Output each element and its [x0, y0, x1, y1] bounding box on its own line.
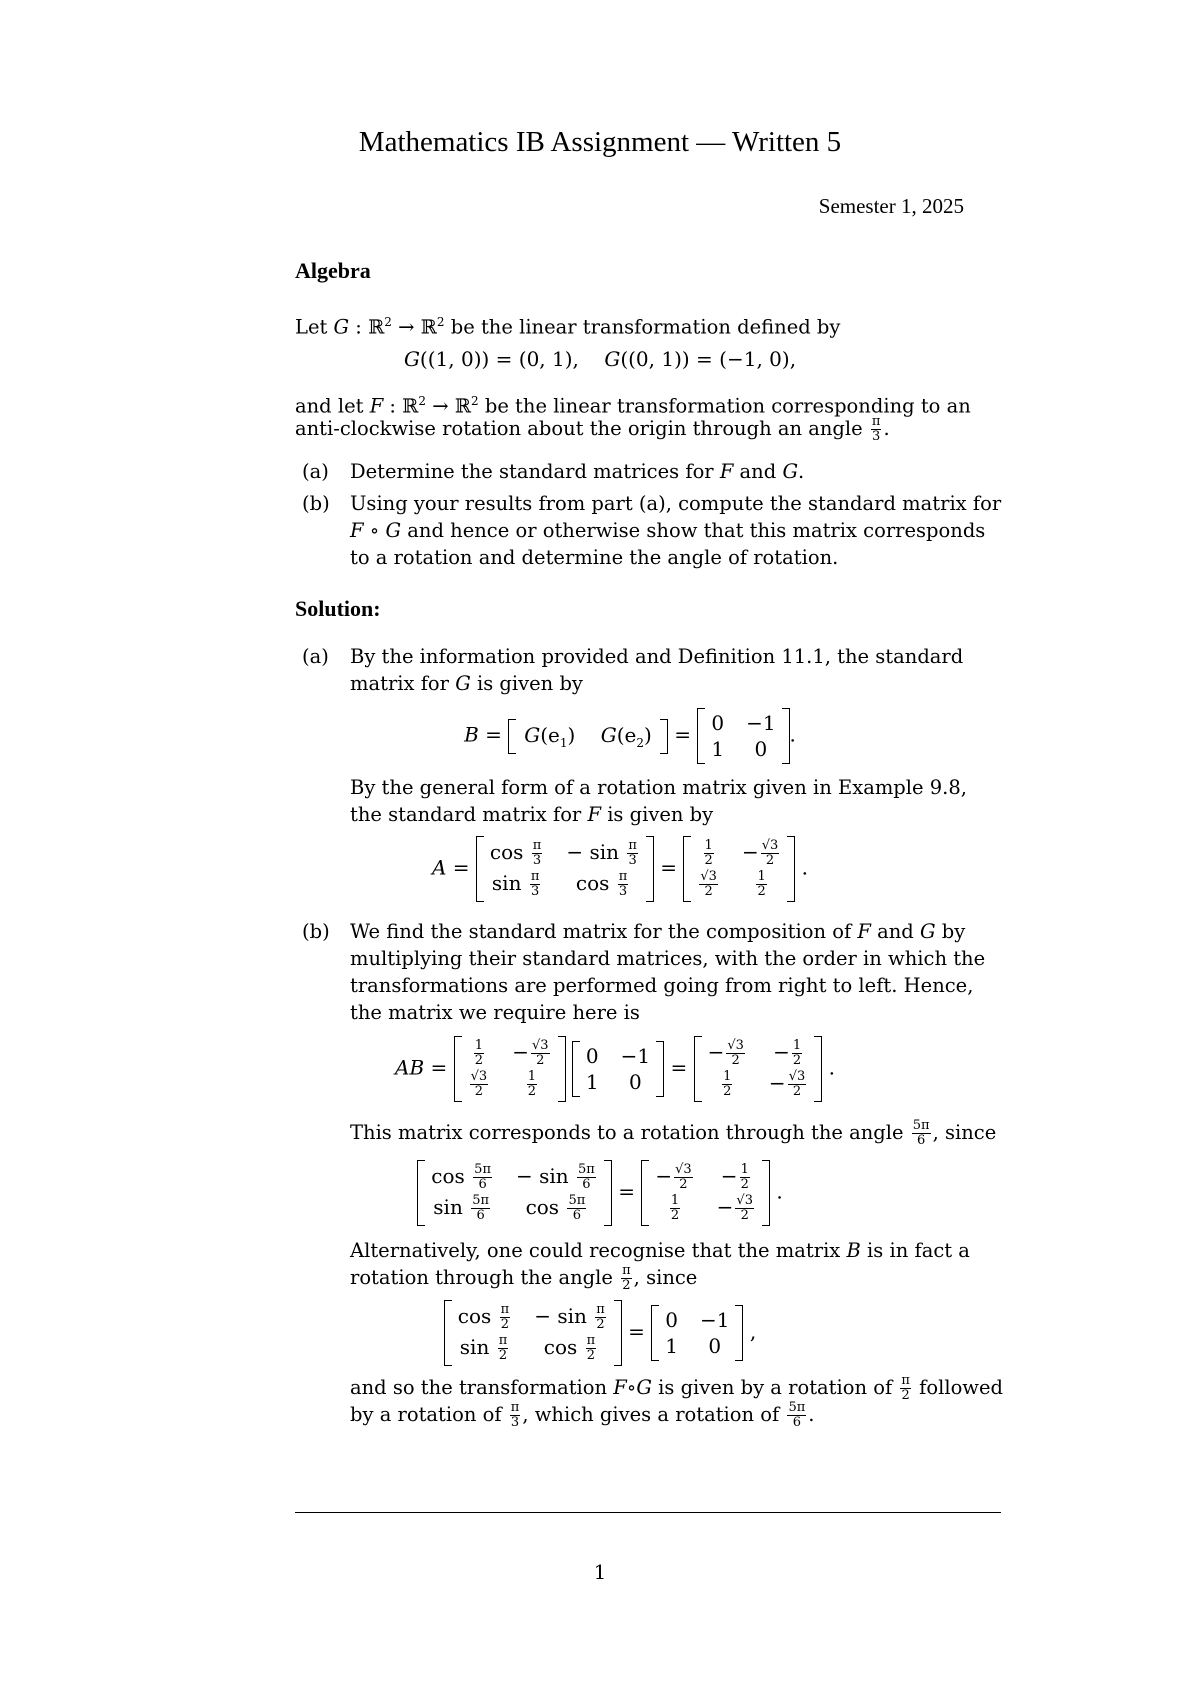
- question-b-line-3: to a rotation and determine the angle of rotation.: [350, 546, 839, 569]
- solution-b-line-6: Alternatively, one could recognise that the matrix B is in fact a: [350, 1239, 970, 1262]
- matrix-AB-equation: AB = $\frac{1}{2}$ − $\frac{√3}{2}$ $\frac{√3}{2}$ $\frac{1}{2}$ 0 −1 1 0 = − $\frac{√3}{2}$ − $\frac{1}{2}$ $\frac{1}{2}$ − $\frac{√3}{2}$ .: [0, 1036, 1200, 1102]
- solution-a: (a) By the information provided and Definition 11.1, the standard: [302, 645, 964, 668]
- matrix-B-equation: B = $G(e_1)$ $G(e_2)$ = 0 −1 1 0 .: [0, 708, 1200, 764]
- intro-line-3: anti-clockwise rotation about the origin through an angle $\frac{\pi}{3}$ .: [295, 414, 890, 444]
- section-heading-algebra: Algebra: [295, 258, 371, 283]
- solution-heading: Solution:: [295, 596, 381, 621]
- intro-line-1: Let G : ℝ$^2$ → ℝ$^2$ be the linear transformation defined by: [295, 315, 841, 339]
- rotation-5pi6-equation: cos $\frac{5\pi}{6}$ − sin $\frac{5\pi}{6}$ sin $\frac{5\pi}{6}$ cos $\frac{5\pi}{6}$ = − $\frac{√3}{2}$ − $\frac{1}{2}$ $\frac{1}{2}$ − $\frac{√3}{2}$ .: [0, 1160, 1200, 1226]
- document-title: Mathematics IB Assignment — Written 5: [358, 126, 842, 158]
- solution-b-line-8: and so the transformation F∘G is given by a rotation of $\frac{\pi}{2}$ followed: [350, 1373, 1004, 1403]
- intro-line-2: and let F : ℝ$^2$ → ℝ$^2$ be the linear transformation corresponding to an: [295, 394, 971, 418]
- footer-rule: [295, 1512, 1001, 1513]
- solution-b-line-4: the matrix we require here is: [350, 1001, 640, 1024]
- rotation-pi2-equation: cos $\frac{\pi}{2}$ − sin $\frac{\pi}{2}$ sin $\frac{\pi}{2}$ cos $\frac{\pi}{2}$ = 0 −1 1 0 ,: [0, 1300, 1200, 1366]
- solution-b-line-3: transformations are performed going from right to left. Hence,: [350, 974, 974, 997]
- solution-a-line-2: matrix for G is given by: [350, 672, 583, 695]
- solution-b-line-2: multiplying their standard matrices, with the order in which the: [350, 947, 986, 970]
- question-b: (b) Using your results from part (a), compute the standard matrix for: [302, 492, 1002, 515]
- solution-a-line-3: By the general form of a rotation matrix given in Example 9.8,: [350, 776, 967, 799]
- question-a: (a) Determine the standard matrices for F and G.: [302, 460, 805, 483]
- page-number: 1: [593, 1560, 607, 1584]
- solution-a-line-4: the standard matrix for F is given by: [350, 803, 714, 826]
- question-b-line-2: F ∘ G and hence or otherwise show that this matrix corresponds: [350, 519, 986, 542]
- semester-label: Semester 1, 2025: [818, 194, 964, 218]
- definition-equation: G((1, 0)) = (0, 1), G((0, 1)) = (−1, 0),: [403, 347, 797, 371]
- solution-b: (b) We find the standard matrix for the composition of F and G by: [302, 920, 966, 943]
- solution-b-line-7: rotation through the angle $\frac{\pi}{2}$ , since: [350, 1263, 698, 1293]
- matrix-A-equation: A = cos $\frac{\pi}{3}$ − sin $\frac{\pi}{3}$ sin $\frac{\pi}{3}$ cos $\frac{\pi}{3}$ = $\frac{1}{2}$ − $\frac{√3}{2}$ $\frac{√3}{2}$ $\frac{1}{2}$ .: [0, 836, 1200, 902]
- solution-b-line-5: This matrix corresponds to a rotation through the angle $\frac{5\pi}{6}$ , since: [350, 1118, 997, 1148]
- solution-b-line-9: by a rotation of $\frac{\pi}{3}$ , which gives a rotation of $\frac{5\pi}{6}$ .: [350, 1400, 815, 1430]
